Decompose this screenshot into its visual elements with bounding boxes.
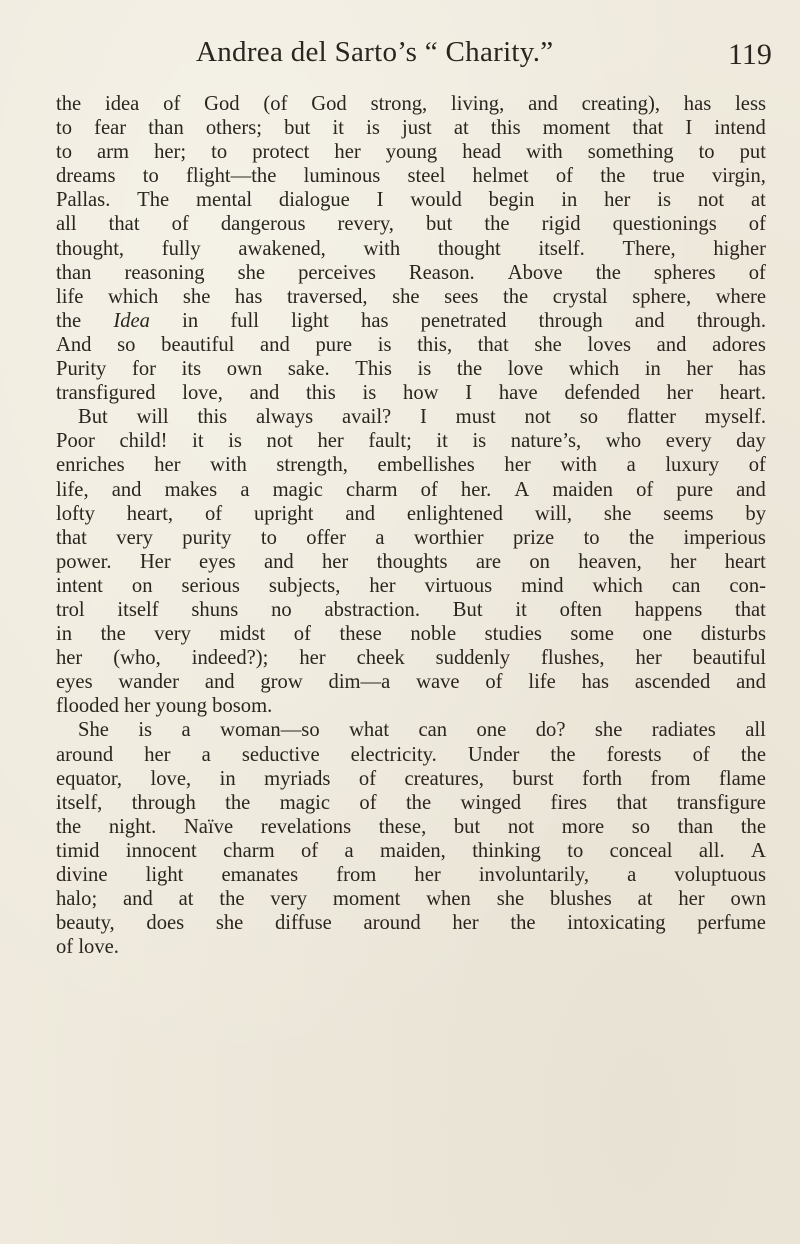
text-line: Pallas. The mental dialogue I would begin in her is not at	[56, 189, 766, 212]
text-line: dreams to flight—the luminous steel helmet of the true virgin,	[56, 165, 766, 188]
text-line: that very purity to offer a worthier prize to the imperious	[56, 526, 766, 549]
text-line: of love.	[56, 936, 119, 959]
text-line: life, and makes a magic charm of her. A maiden of pure and	[56, 478, 766, 501]
text-line: And so beautiful and pure is this, that she loves and adores	[56, 333, 766, 356]
body-text	[56, 92, 766, 959]
text-line: Poor child! it is not her fault; it is nature’s, who every day	[56, 430, 766, 453]
running-head-title: Andrea del Sarto’s “ Charity.”	[196, 36, 554, 68]
text-line: than reasoning she perceives Reason. Above the spheres of	[56, 261, 766, 284]
text-line: intent on serious subjects, her virtuous mind which can con-	[56, 574, 766, 597]
text-line: itself, through the magic of the winged fires that transfigure	[56, 791, 766, 814]
text-line: to arm her; to protect her young head with something to put	[56, 141, 766, 164]
text-line: her (who, indeed?); her cheek suddenly flushes, her beautiful	[56, 647, 766, 670]
text-line: flooded her young bosom.	[56, 695, 273, 718]
text-line: equator, love, in myriads of creatures, burst forth from flame	[56, 767, 766, 790]
text-line: power. Her eyes and her thoughts are on heaven, her heart	[56, 550, 766, 573]
page-number: 119	[728, 38, 772, 71]
running-head	[0, 36, 800, 86]
text-line: halo; and at the very moment when she blushes at her own	[56, 888, 766, 911]
text-line: But will this always avail? I must not so flatter myself.	[78, 406, 766, 429]
text-line: eyes wander and grow dim—a wave of life has ascended and	[56, 671, 766, 694]
text-line: transfigured love, and this is how I have defended her heart.	[56, 382, 766, 405]
text-line: around her a seductive electricity. Under the forests of the	[56, 743, 766, 766]
text-line: timid innocent charm of a maiden, thinking to conceal all. A	[56, 839, 766, 862]
text-line: thought, fully awakened, with thought itself. There, higher	[56, 237, 766, 260]
text-line: the night. Naïve revelations these, but not more so than the	[56, 815, 766, 838]
text-line: the idea of God (of God strong, living, and creating), has less	[56, 93, 766, 115]
text-line: the Idea in full light has penetrated through and through.	[56, 309, 766, 332]
text-line: She is a woman—so what can one do? she radiates all	[78, 719, 766, 742]
text-line: to fear than others; but it is just at this moment that I intend	[56, 117, 766, 140]
text-line: lofty heart, of upright and enlightened will, she seems by	[56, 502, 766, 525]
text-line: divine light emanates from her involuntarily, a voluptuous	[56, 864, 766, 886]
text-line: beauty, does she diffuse around her the intoxicating perfume	[56, 912, 766, 935]
text-line: in the very midst of these noble studies some one disturbs	[56, 623, 766, 646]
text-line: all that of dangerous revery, but the rigid questionings of	[56, 213, 766, 236]
text-line: Purity for its own sake. This is the love which in her has	[56, 358, 766, 381]
text-line: life which she has traversed, she sees the crystal sphere, where	[56, 285, 766, 308]
text-line: trol itself shuns no abstraction. But it often happens that	[56, 598, 766, 621]
text-line: enriches her with strength, embellishes her with a luxury of	[56, 454, 766, 477]
